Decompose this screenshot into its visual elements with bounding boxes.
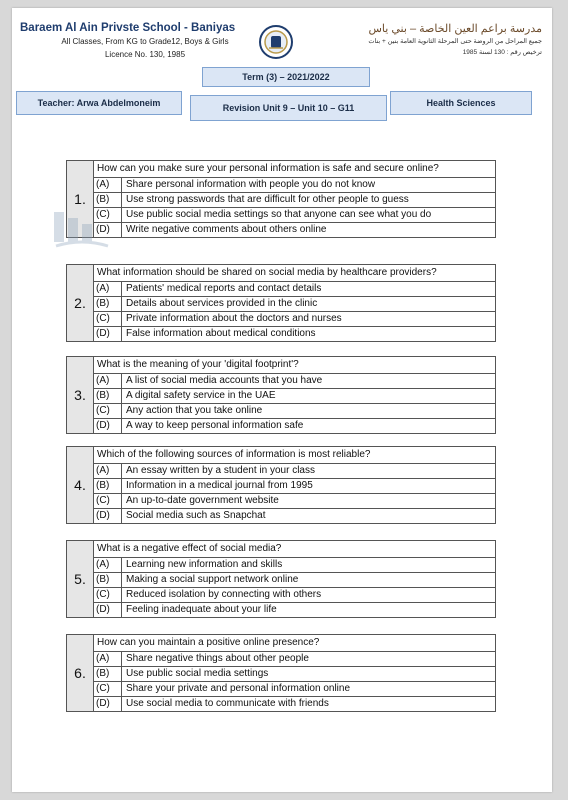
option-row <box>94 464 495 479</box>
question-number: 2. <box>67 265 94 341</box>
option-text: A digital safety service in the UAE <box>126 390 276 401</box>
option-text: Patients' medical reports and contact details <box>126 283 322 294</box>
option-letter: (A) <box>94 558 122 572</box>
question-5 <box>66 540 496 618</box>
question-number: 3. <box>67 357 94 433</box>
option-text: Details about services provided in the clinic <box>126 298 318 309</box>
option-letter: (A) <box>94 652 122 666</box>
question-stem: What is a negative effect of social media? <box>94 541 495 558</box>
option-letter: (C) <box>94 682 122 696</box>
option-letter: (B) <box>94 479 122 493</box>
option-row <box>94 667 495 682</box>
option-text: Use public social media settings so that anyone can see what you do <box>126 209 432 220</box>
option-row <box>94 603 495 617</box>
option-letter: (D) <box>94 697 122 711</box>
option-letter: (D) <box>94 603 122 617</box>
option-letter: (A) <box>94 178 122 192</box>
question-stem: What information should be shared on social media by healthcare providers? <box>94 265 495 282</box>
option-row <box>94 682 495 697</box>
school-classes-en: All Classes, From KG to Grade12, Boys & Girls <box>61 37 229 46</box>
question-stem: What is the meaning of your 'digital footprint'? <box>94 357 495 374</box>
option-row <box>94 697 495 711</box>
term-box: Term (3) – 2021/2022 <box>202 67 370 87</box>
option-row <box>94 573 495 588</box>
option-row <box>94 327 495 341</box>
school-licence-ar: ترخيص رقم : 130 لسنة 1985 <box>462 49 542 56</box>
question-stem: How can you make sure your personal information is safe and secure online? <box>94 161 495 178</box>
option-letter: (C) <box>94 588 122 602</box>
option-row <box>94 494 495 509</box>
question-number: 5. <box>67 541 94 617</box>
option-row <box>94 374 495 389</box>
option-text: Use social media to communicate with friends <box>126 698 329 709</box>
question-2 <box>66 264 496 342</box>
school-logo-icon <box>258 24 294 60</box>
option-text: Making a social support network online <box>126 574 299 585</box>
question-number: 4. <box>67 447 94 523</box>
option-row <box>94 193 495 208</box>
option-text: An up-to-date government website <box>126 495 279 506</box>
option-text: Social media such as Snapchat <box>126 510 266 521</box>
option-letter: (D) <box>94 419 122 433</box>
option-letter: (B) <box>94 573 122 587</box>
teacher-box: Teacher: Arwa Abdelmoneim <box>16 91 182 115</box>
option-row <box>94 208 495 223</box>
question-4 <box>66 446 496 524</box>
option-row <box>94 312 495 327</box>
question-3 <box>66 356 496 434</box>
question-stem: How can you maintain a positive online presence? <box>94 635 495 652</box>
option-letter: (A) <box>94 282 122 296</box>
option-row <box>94 558 495 573</box>
option-text: An essay written by a student in your class <box>126 465 315 476</box>
school-english-block <box>20 22 270 60</box>
watermark-icon <box>52 208 112 250</box>
option-text: False information about medical conditions <box>126 328 316 339</box>
option-row <box>94 404 495 419</box>
option-letter: (D) <box>94 509 122 523</box>
option-letter: (D) <box>94 223 122 237</box>
option-text: A list of social media accounts that you have <box>126 375 323 386</box>
option-row <box>94 223 495 237</box>
option-row <box>94 282 495 297</box>
option-letter: (B) <box>94 193 122 207</box>
option-text: Private information about the doctors and nurses <box>126 313 342 324</box>
option-row <box>94 389 495 404</box>
option-row <box>94 588 495 603</box>
option-letter: (A) <box>94 374 122 388</box>
worksheet-page <box>12 8 552 792</box>
option-row <box>94 419 495 433</box>
option-text: Reduced isolation by connecting with others <box>126 589 322 600</box>
option-text: Share personal information with people you do not know <box>126 179 376 190</box>
subject-box: Health Sciences <box>390 91 532 115</box>
option-row <box>94 479 495 494</box>
option-letter: (A) <box>94 464 122 478</box>
option-text: Write negative comments about others online <box>126 224 327 235</box>
option-letter: (D) <box>94 327 122 341</box>
option-row <box>94 652 495 667</box>
revision-box: Revision Unit 9 – Unit 10 – G11 <box>190 95 387 121</box>
option-letter: (C) <box>94 494 122 508</box>
option-letter: (B) <box>94 297 122 311</box>
school-licence-en: Licence No. 130, 1985 <box>104 50 186 59</box>
school-header <box>12 8 552 68</box>
option-letter: (B) <box>94 389 122 403</box>
option-row <box>94 297 495 312</box>
option-text: Information in a medical journal from 1995 <box>126 480 313 491</box>
option-row <box>94 178 495 193</box>
question-number: 1. <box>67 161 94 237</box>
option-text: A way to keep personal information safe <box>126 420 304 431</box>
question-stem: Which of the following sources of information is most reliable? <box>94 447 495 464</box>
option-letter: (B) <box>94 667 122 681</box>
option-text: Share negative things about other people <box>126 653 309 664</box>
question-6 <box>66 634 496 712</box>
option-text: Feeling inadequate about your life <box>126 604 277 615</box>
school-name-ar: مدرسة براعم العين الخاصة – بني ياس <box>368 23 542 35</box>
question-number: 6. <box>67 635 94 711</box>
option-text: Use public social media settings <box>126 668 269 679</box>
option-letter: (C) <box>94 208 122 222</box>
school-classes-ar: جميع المراحل من الروضة حتى المرحلة الثانوية العامة بنين + بنات <box>368 38 542 45</box>
school-name-en: Baraem Al Ain Privste School - Baniyas <box>20 22 236 34</box>
option-letter: (C) <box>94 404 122 418</box>
option-text: Share your private and personal information online <box>126 683 351 694</box>
option-letter: (C) <box>94 312 122 326</box>
school-arabic-block <box>332 22 542 57</box>
option-text: Learning new information and skills <box>126 559 283 570</box>
option-row <box>94 509 495 523</box>
question-1 <box>66 160 496 238</box>
option-text: Use strong passwords that are difficult for other people to guess <box>126 194 409 205</box>
option-text: Any action that you take online <box>126 405 263 416</box>
